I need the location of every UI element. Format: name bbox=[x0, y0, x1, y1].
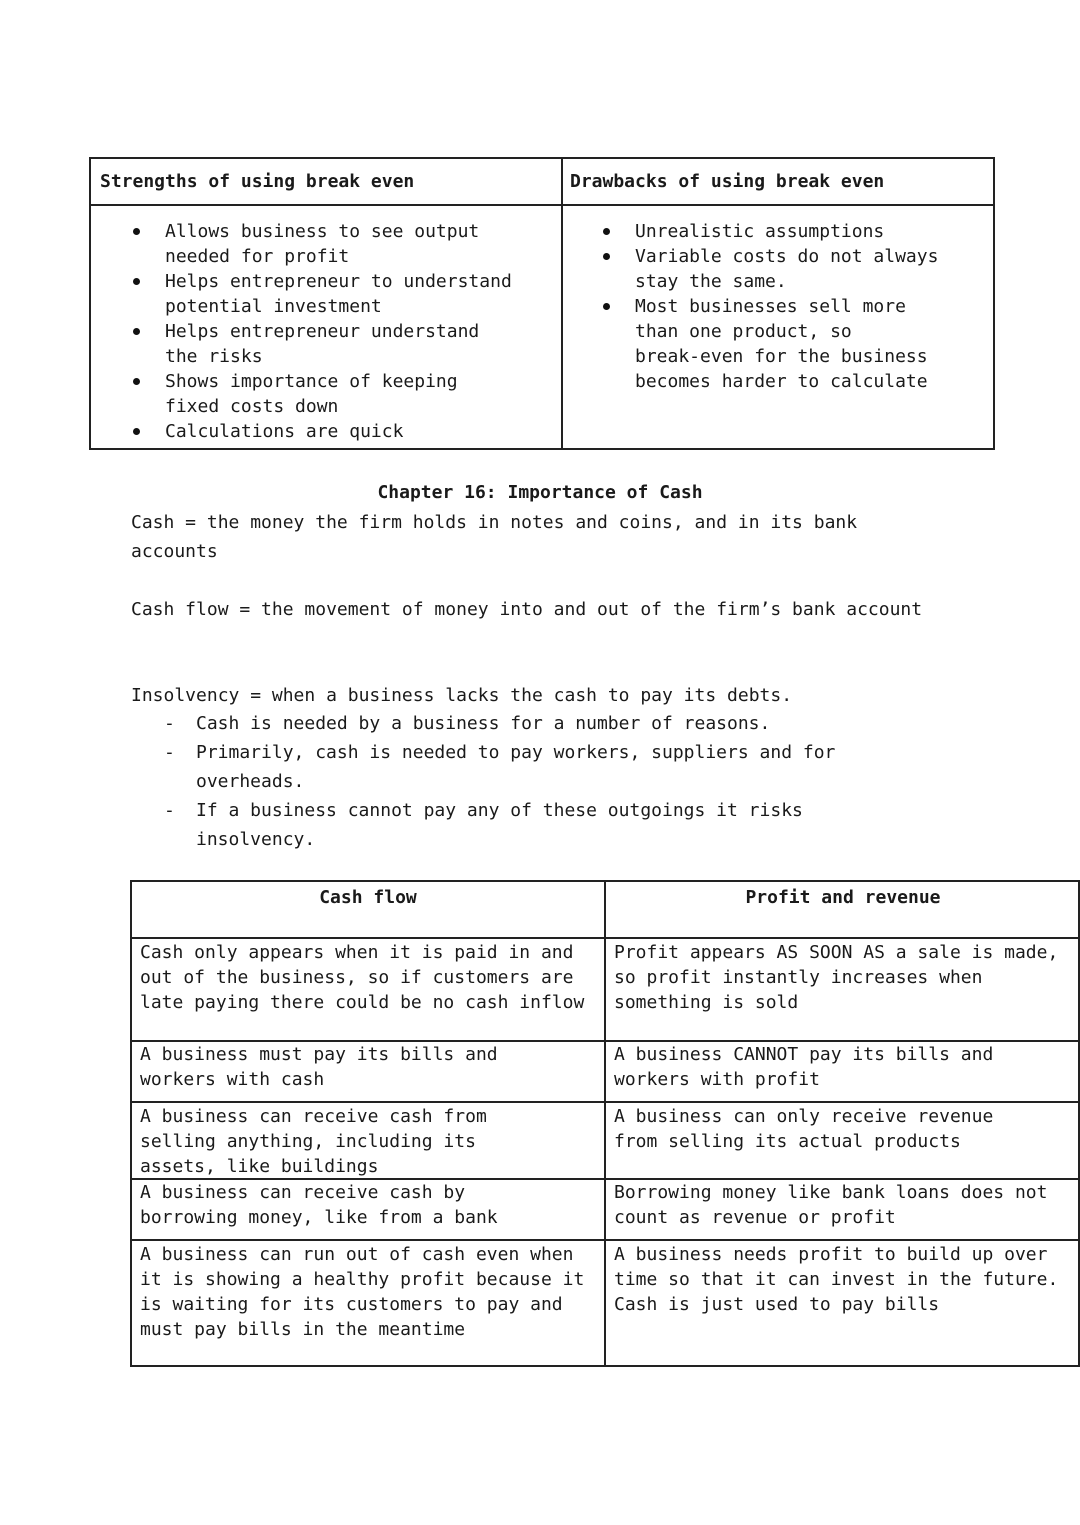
row-divider bbox=[132, 1101, 1080, 1103]
insolvency-definition: Insolvency = when a business lacks the cash to pay its debts. bbox=[131, 685, 793, 706]
header-divider bbox=[91, 204, 993, 206]
break-even-table bbox=[89, 157, 995, 450]
bullet-icon bbox=[133, 278, 140, 285]
strengths-list bbox=[121, 219, 551, 444]
dash-icon: - bbox=[164, 713, 175, 734]
strengths-header: Strengths of using break even bbox=[100, 171, 415, 192]
profit-revenue-header: Profit and revenue bbox=[745, 887, 941, 908]
list-item: Shows importance of keeping fixed costs down bbox=[121, 369, 551, 419]
cash-definition: Cash = the money the firm holds in notes and coins, and in its bank accounts bbox=[131, 512, 858, 562]
list-item: Helps entrepreneur understand the risks bbox=[121, 319, 551, 369]
drawbacks-header: Drawbacks of using break even bbox=[570, 171, 885, 192]
table-cell: A business can only receive revenue from selling its actual products bbox=[614, 1106, 994, 1152]
table-cell: A business must pay its bills and workers with cash bbox=[140, 1044, 498, 1090]
table-cell: Borrowing money like bank loans does not count as revenue or profit bbox=[614, 1182, 1048, 1228]
table-cell: A business can receive cash from selling anything, including its assets, like buildings bbox=[140, 1106, 487, 1177]
cash-vs-profit-table bbox=[130, 880, 1080, 1367]
table-cell: A business CANNOT pay its bills and workers with profit bbox=[614, 1044, 994, 1090]
list-item: Variable costs do not always stay the same. bbox=[591, 244, 991, 294]
bullet-icon bbox=[603, 303, 610, 310]
list-item: Calculations are quick bbox=[121, 419, 551, 444]
list-item: Allows business to see output needed for profit bbox=[121, 219, 551, 269]
column-divider bbox=[604, 882, 606, 1365]
bullet-icon bbox=[133, 428, 140, 435]
chapter-title: Chapter 16: Importance of Cash bbox=[377, 482, 703, 503]
dash-icon: - bbox=[164, 742, 175, 763]
table-cell: Profit appears AS SOON AS a sale is made, so profit instantly increases when something is sold bbox=[614, 942, 1059, 1013]
table-cell: A business can receive cash by borrowing money, like from a bank bbox=[140, 1182, 498, 1228]
list-item: Most businesses sell more than one product, so break-even for the business becomes harder to calculate bbox=[591, 294, 991, 394]
bullet-icon bbox=[133, 328, 140, 335]
list-item: Unrealistic assumptions bbox=[591, 219, 991, 244]
row-divider bbox=[132, 1239, 1080, 1241]
list-item: - Cash is needed by a business for a number of reasons. bbox=[131, 709, 931, 738]
column-divider bbox=[561, 159, 563, 448]
list-item: - Primarily, cash is needed to pay workers, suppliers and for overheads. bbox=[131, 738, 931, 796]
bullet-icon bbox=[603, 228, 610, 235]
cash-flow-definition: Cash flow = the movement of money into and out of the firm’s bank account bbox=[131, 599, 923, 620]
table-cell: Cash only appears when it is paid in and out of the business, so if customers are late paying there could be no cash inflow bbox=[140, 942, 585, 1013]
cash-flow-header: Cash flow bbox=[319, 887, 417, 908]
table-cell: A business can run out of cash even when it is showing a healthy profit because it is waiting for its customers to pay and must pay bills in the meantime bbox=[140, 1244, 585, 1340]
dash-icon: - bbox=[164, 800, 175, 821]
bullet-icon bbox=[603, 253, 610, 260]
drawbacks-list bbox=[591, 219, 991, 394]
row-divider bbox=[132, 937, 1080, 939]
insolvency-points bbox=[131, 709, 931, 854]
bullet-icon bbox=[133, 378, 140, 385]
list-item: Helps entrepreneur to understand potential investment bbox=[121, 269, 551, 319]
list-item: - If a business cannot pay any of these outgoings it risks insolvency. bbox=[131, 796, 931, 854]
bullet-icon bbox=[133, 228, 140, 235]
table-cell: A business needs profit to build up over time so that it can invest in the future. Cash is just used to pay bills bbox=[614, 1244, 1059, 1315]
